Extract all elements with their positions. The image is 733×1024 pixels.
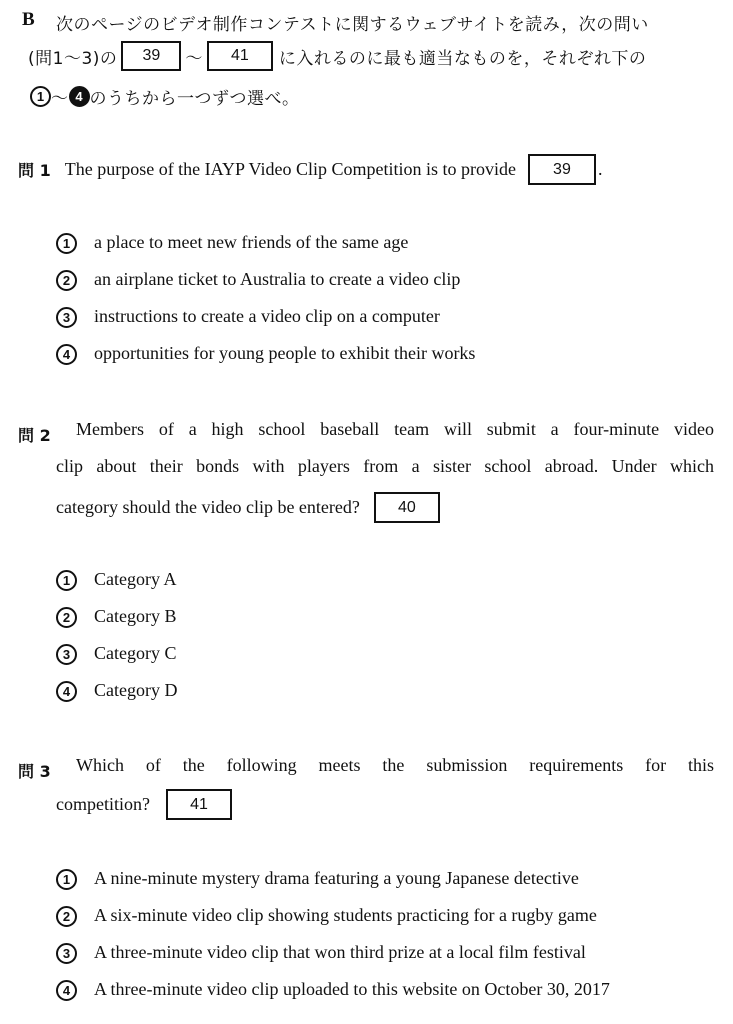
tilde: 〜	[185, 48, 203, 69]
option-text: A six-minute video clip showing students practicing for a rugby game	[94, 905, 597, 925]
option-text: Category D	[94, 680, 178, 700]
option-text: A three-minute video clip uploaded to this website on October 30, 2017	[94, 979, 610, 999]
instructions-line-2-prefix: (問1〜3)の	[28, 48, 118, 69]
question-text-line-2: clip about their bonds with players from a sister school abroad. Under which	[56, 456, 714, 476]
option-text: Category A	[94, 569, 177, 589]
circled-number-icon: 1	[56, 869, 77, 890]
section-letter: B	[22, 9, 35, 30]
option-text: an airplane ticket to Australia to create a video clip	[94, 269, 461, 289]
instructions-line-3-suffix: のうちから一つずつ選べ。	[89, 88, 300, 109]
question-text-line-3	[56, 491, 440, 523]
circled-number-icon: 1	[56, 233, 77, 254]
instructions-line-1: 次のページのビデオ制作コンテストに関するウェブサイトを読み，次の問い	[56, 15, 649, 35]
circled-number-icon: 3	[56, 943, 77, 964]
question-text: category should the video clip be entered?	[56, 496, 360, 517]
circled-number-icon: 1	[30, 86, 51, 107]
answer-box-40: 40	[374, 492, 440, 523]
question-label: 問 3	[18, 762, 51, 781]
answer-box-41: 41	[166, 789, 232, 820]
circled-number-icon: 3	[56, 307, 77, 328]
question-1	[18, 153, 602, 185]
option-text: a place to meet new friends of the same age	[94, 232, 409, 252]
circled-number-icon: 1	[56, 570, 77, 591]
question-text: The purpose of the IAYP Video Clip Competition is to provide	[64, 158, 516, 179]
question-text-line-1: Which of the following meets the submission requirements for this	[76, 755, 714, 775]
circled-number-icon: 4	[56, 344, 77, 365]
answer-box-39: 39	[121, 41, 181, 71]
circled-number-icon: 4	[56, 681, 77, 702]
instructions-line-2-suffix: に入れるのに最も適当なものを，それぞれ下の	[278, 48, 647, 69]
circled-number-icon: 4	[56, 980, 77, 1001]
option-text: A nine-minute mystery drama featuring a young Japanese detective	[94, 868, 579, 888]
tilde: 〜	[51, 88, 69, 109]
answer-box-39: 39	[528, 154, 596, 185]
circled-number-icon: 2	[56, 607, 77, 628]
circled-number-icon: 2	[56, 906, 77, 927]
instructions-line-2	[28, 40, 646, 72]
option-text: A three-minute video clip that won third prize at a local film festival	[94, 942, 586, 962]
question-text-line-1: Members of a high school baseball team will submit a four-minute video	[76, 419, 714, 439]
answer-box-41: 41	[207, 41, 273, 71]
option-text: Category B	[94, 606, 177, 626]
period: .	[597, 158, 603, 179]
option-text: instructions to create a video clip on a computer	[94, 306, 440, 326]
question-text: competition?	[56, 793, 150, 814]
circled-number-icon: 4	[69, 86, 90, 107]
instructions-line-3	[30, 84, 300, 108]
question-label: 問 2	[18, 426, 51, 445]
option-text: Category C	[94, 643, 177, 663]
question-label: 問 1	[18, 160, 51, 180]
circled-number-icon: 3	[56, 644, 77, 665]
question-text-line-2	[56, 788, 232, 820]
circled-number-icon: 2	[56, 270, 77, 291]
option-text: opportunities for young people to exhibit their works	[94, 343, 476, 363]
